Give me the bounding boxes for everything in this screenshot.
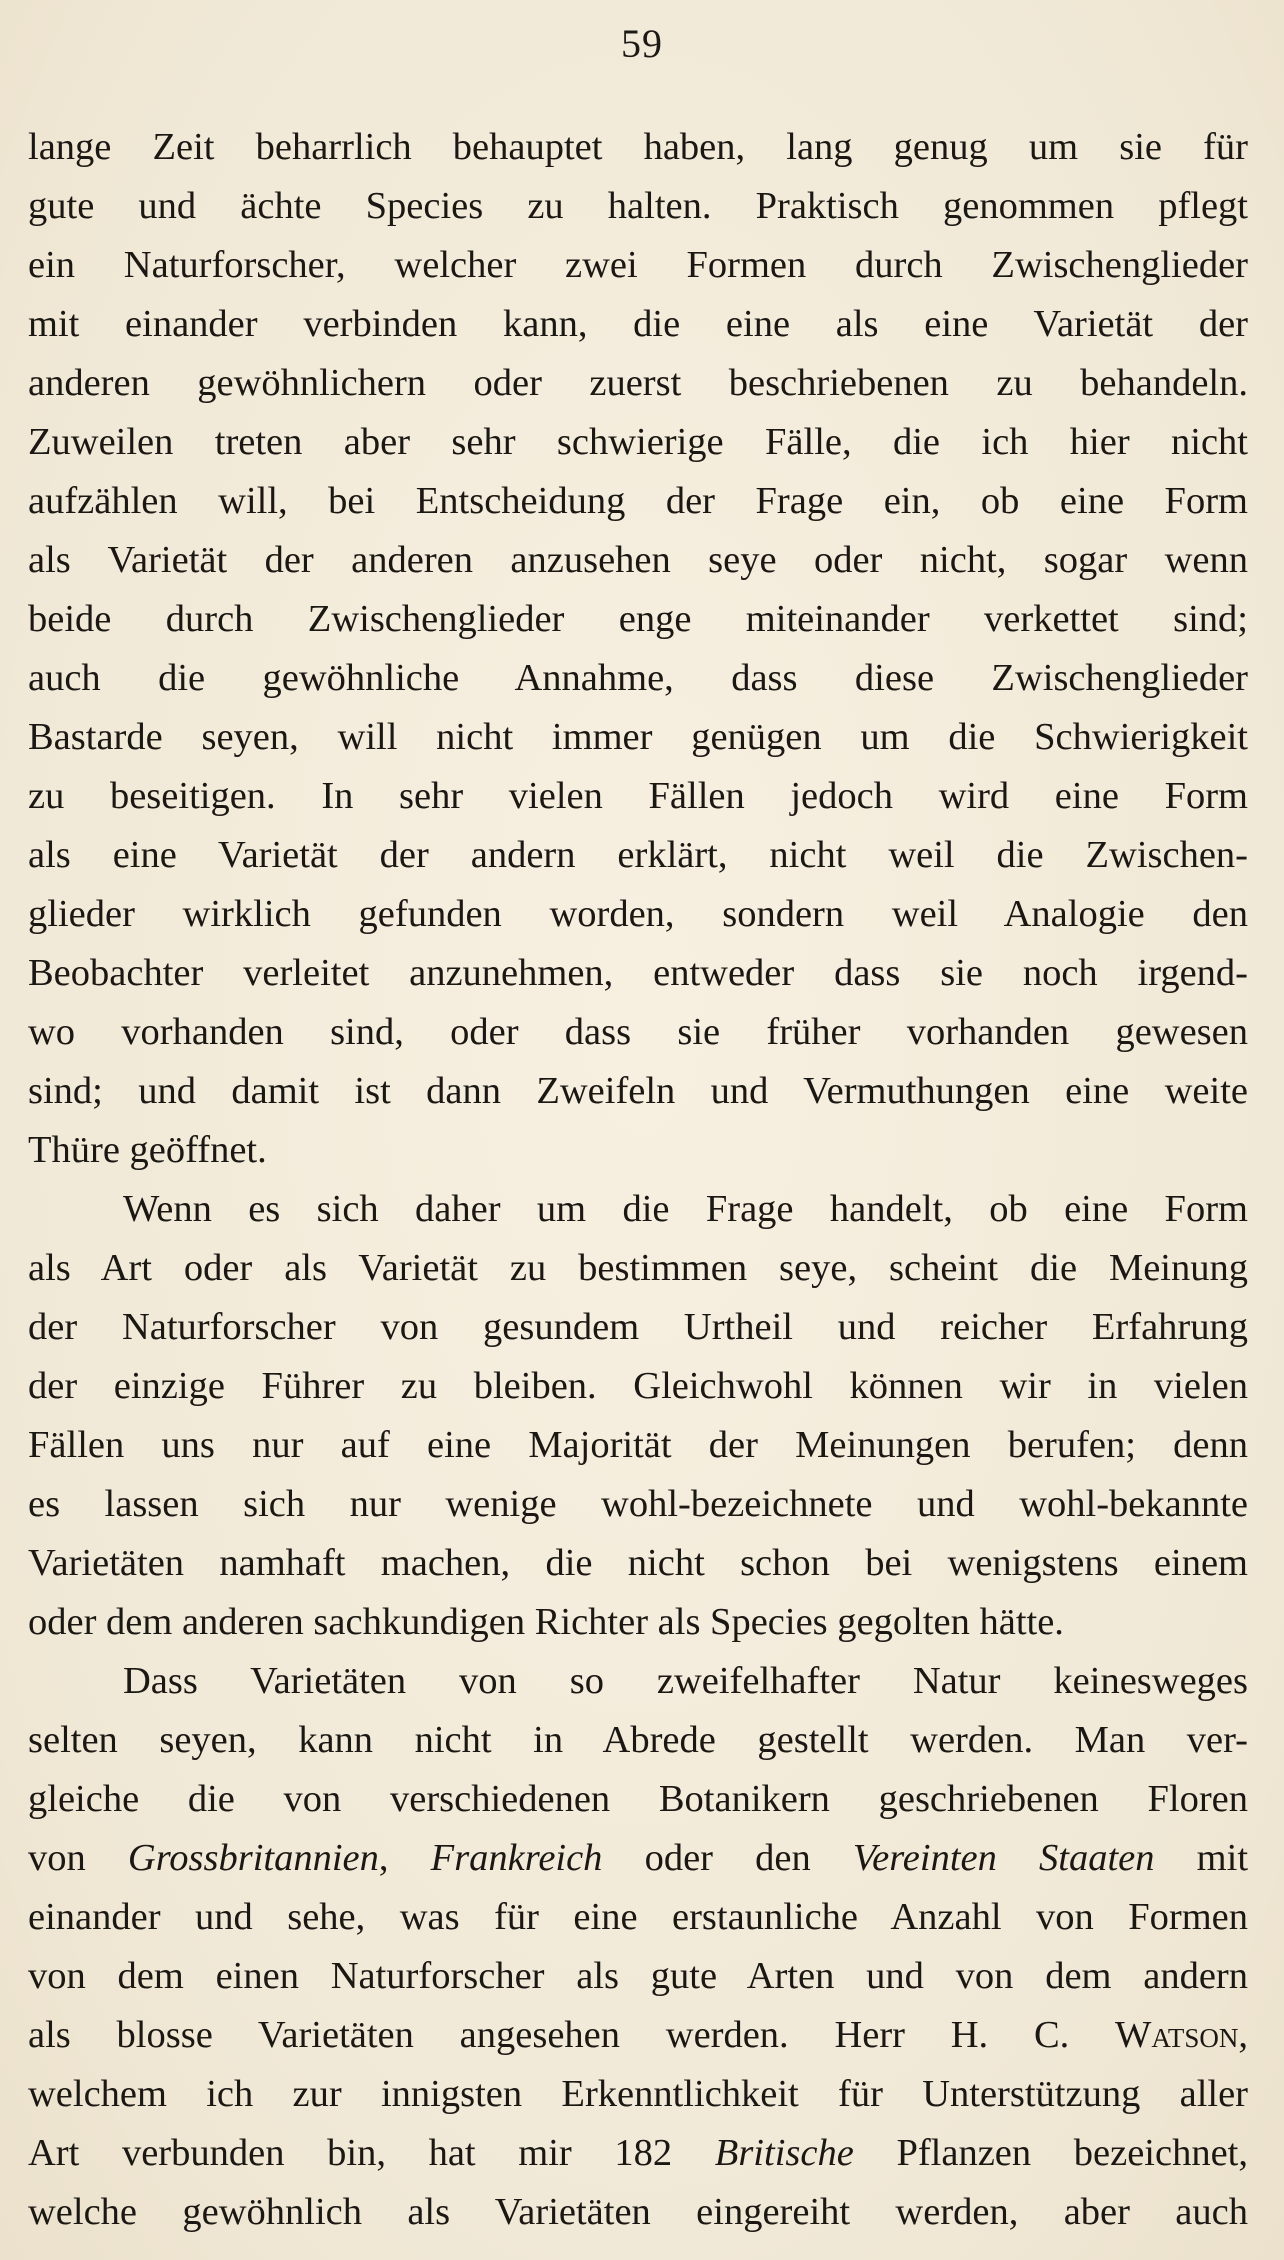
paragraph-2 (28, 1180, 1248, 1652)
text-segment: anderen gewöhnlichern oder zuerst beschriebenen zu behandeln. (28, 362, 1248, 404)
text-line (28, 472, 1248, 531)
text-segment: selten seyen, kann nicht in Abrede gestellt werden. Man ver- (28, 1719, 1248, 1761)
text-line (28, 590, 1248, 649)
text-line (28, 1475, 1248, 1534)
text-segment: als Art oder als Varietät zu bestimmen seye, scheint die Meinung (28, 1247, 1248, 1289)
text-segment: mit (1154, 1837, 1249, 1879)
text-line (28, 295, 1248, 354)
text-segment: wo vorhanden sind, oder dass sie früher vorhanden gewesen (28, 1011, 1248, 1053)
text-line (28, 1357, 1248, 1416)
text-segment: oder dem anderen sachkundigen Richter als Species gegolten hätte. (28, 1601, 1064, 1643)
text-segment: Fällen uns nur auf eine Majorität der Meinungen berufen; denn (28, 1424, 1248, 1466)
text-segment: welche gewöhnlich als Varietäten eingereiht werden, aber auch (28, 2191, 1248, 2233)
text-segment: glieder wirklich gefunden worden, sondern weil Analogie den (28, 893, 1248, 935)
italic-text: Frankreich (430, 1837, 603, 1879)
text-line (28, 1593, 1248, 1652)
text-segment: , (378, 1837, 431, 1879)
text-segment: einander und sehe, was für eine erstaunliche Anzahl von Formen (28, 1896, 1248, 1938)
text-line (28, 826, 1248, 885)
text-segment: der einzige Führer zu bleiben. Gleichwohl können wir in vielen (28, 1365, 1248, 1407)
page-number: 59 (621, 21, 663, 66)
text-line (28, 1652, 1248, 1711)
text-line (28, 1239, 1248, 1298)
text-line (28, 1829, 1248, 1888)
text-segment: als Varietät der anderen anzusehen seye oder nicht, sogar wenn (28, 539, 1248, 581)
text-segment: Wenn es sich daher um die Frage handelt, ob eine Form (123, 1188, 1248, 1230)
text-segment: Dass Varietäten von so zweifelhafter Natur keinesweges (123, 1660, 1248, 1702)
text-line (28, 2183, 1248, 2242)
text-segment: Varietäten namhaft machen, die nicht schon bei wenigstens einem (28, 1542, 1248, 1584)
text-line (28, 1180, 1248, 1239)
text-line (28, 1003, 1248, 1062)
text-line (28, 177, 1248, 236)
text-segment: Thüre geöffnet. (28, 1129, 267, 1171)
text-segment: von (28, 1837, 128, 1879)
text-segment: welchem ich zur innigsten Erkenntlichkeit für Unterstützung aller (28, 2073, 1248, 2115)
text-segment: beide durch Zwischenglieder enge miteinander verkettet sind; (28, 598, 1248, 640)
text-segment: oder den (602, 1837, 853, 1879)
text-segment: gleiche die von verschiedenen Botanikern geschriebenen Floren (28, 1778, 1248, 1820)
text-line (28, 1888, 1248, 1947)
text-segment: , (1238, 2014, 1248, 2056)
italic-text: Grossbritannien (127, 1837, 379, 1879)
text-segment: sind; und damit ist dann Zweifeln und Vermuthungen eine weite (28, 1070, 1248, 1112)
text-segment: als blosse Varietäten angesehen werden. Herr H. C. (28, 2014, 1116, 2056)
text-segment: als eine Varietät der andern erklärt, nicht weil die Zwischen- (28, 834, 1248, 876)
text-segment: mit einander verbinden kann, die eine als eine Varietät der (28, 303, 1248, 345)
text-line (28, 944, 1248, 1003)
text-line (28, 1121, 1248, 1180)
text-line (28, 2124, 1248, 2183)
body-text (28, 118, 1248, 2242)
text-segment: lange Zeit beharrlich behauptet haben, lang genug um sie für (28, 126, 1248, 168)
text-segment: es lassen sich nur wenige wohl-bezeichnete und wohl-bekannte (28, 1483, 1248, 1525)
text-line (28, 1062, 1248, 1121)
text-line (28, 354, 1248, 413)
text-line (28, 1416, 1248, 1475)
text-line (28, 708, 1248, 767)
text-line (28, 1947, 1248, 2006)
text-line (28, 885, 1248, 944)
text-segment: auch die gewöhnliche Annahme, dass diese Zwischenglieder (28, 657, 1248, 699)
text-line (28, 767, 1248, 826)
text-segment: Bastarde seyen, will nicht immer genügen um die Schwierigkeit (28, 716, 1248, 758)
text-line (28, 236, 1248, 295)
paragraph-3 (28, 1652, 1248, 2242)
text-line (28, 531, 1248, 590)
text-line (28, 413, 1248, 472)
text-segment: Zuweilen treten aber sehr schwierige Fälle, die ich hier nicht (28, 421, 1248, 463)
text-line (28, 1534, 1248, 1593)
text-line (28, 1711, 1248, 1770)
text-segment: der Naturforscher von gesundem Urtheil und reicher Erfahrung (28, 1306, 1248, 1348)
text-line (28, 1770, 1248, 1829)
text-segment: Beobachter verleitet anzunehmen, entweder dass sie noch irgend- (28, 952, 1248, 994)
paragraph-1 (28, 118, 1248, 1180)
small-caps-name: Watson (1115, 2014, 1239, 2056)
text-segment: gute und ächte Species zu halten. Praktisch genommen pflegt (28, 185, 1248, 227)
text-segment: aufzählen will, bei Entscheidung der Frage ein, ob eine Form (28, 480, 1248, 522)
text-segment: zu beseitigen. In sehr vielen Fällen jedoch wird eine Form (28, 775, 1248, 817)
text-line (28, 2006, 1248, 2065)
text-line (28, 1298, 1248, 1357)
italic-text: Vereinten Staaten (852, 1837, 1155, 1879)
text-line (28, 649, 1248, 708)
text-line (28, 118, 1248, 177)
text-segment: von dem einen Naturforscher als gute Arten und von dem andern (28, 1955, 1248, 1997)
text-segment: Pflanzen bezeichnet, (853, 2132, 1248, 2174)
text-line (28, 2065, 1248, 2124)
text-segment: ein Naturforscher, welcher zwei Formen durch Zwischenglieder (28, 244, 1248, 286)
text-segment: Art verbunden bin, hat mir 182 (28, 2132, 715, 2174)
italic-text: Britische (714, 2132, 854, 2174)
